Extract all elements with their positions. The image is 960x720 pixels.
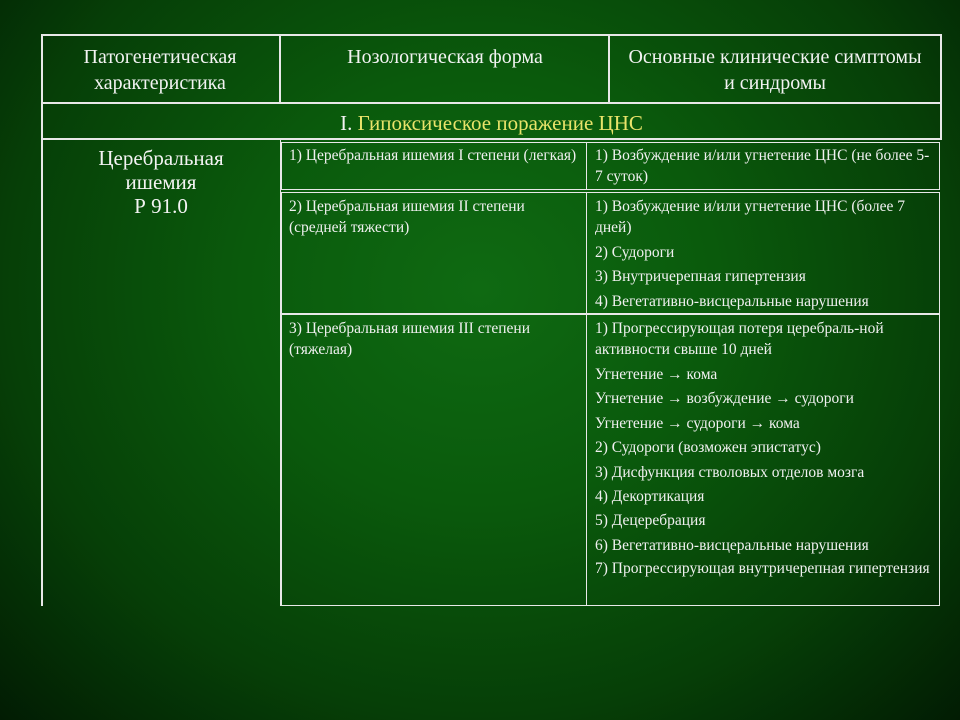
form-1: 1) Церебральная ишемия I степени (легкая) bbox=[289, 147, 577, 164]
symptom-item: 3) Внутричерепная гипертензия bbox=[595, 268, 806, 286]
symptom-item: 4) Вегетативно-висцеральные нарушения bbox=[595, 292, 869, 310]
symptom-item: Угнетение → судороги → кома bbox=[595, 414, 800, 432]
symptom-item: 2) Судороги bbox=[595, 244, 675, 261]
symptom-item: 1) Прогрессирующая потеря церебраль-ной активности свыше 10 дней bbox=[595, 320, 884, 358]
symptoms-2 bbox=[595, 196, 935, 314]
symptom-item: 1) Возбуждение и/или угнетение ЦНС (более 7 дней) bbox=[595, 198, 906, 236]
symptom-item: 4) Декортикация bbox=[595, 488, 705, 506]
section-number: I. bbox=[340, 111, 353, 135]
section-title-text: Гипоксическое поражение ЦНС bbox=[357, 111, 643, 135]
symptom-item: 2) Судороги (возможен эпистатус) bbox=[595, 439, 821, 457]
symptoms-1: 1) Возбуждение и/или угнетение ЦНС (не более 5-7 суток) bbox=[595, 147, 930, 185]
table-border-right-header bbox=[940, 34, 942, 140]
pathogenetic-text bbox=[43, 146, 279, 218]
header-divider bbox=[41, 102, 942, 104]
symptom-item: Угнетение → возбуждение → судороги bbox=[595, 390, 854, 408]
header-pathogenetic: Патогенетическая характеристика bbox=[83, 46, 237, 94]
header-clinical-symptoms: Основные клинические симптомы и синдромы bbox=[628, 46, 922, 94]
symptom-item: 7) Прогрессирующая внутричерепная гипертензия bbox=[595, 560, 930, 578]
symptom-item: Угнетение → кома bbox=[595, 366, 718, 383]
form-2: 2) Церебральная ишемия II степени (средней тяжести) bbox=[289, 198, 525, 236]
table-border-top bbox=[41, 34, 942, 36]
section-title bbox=[43, 110, 940, 136]
header-nosological-form: Нозологическая форма bbox=[347, 46, 543, 68]
symptom-item: 5) Децеребрация bbox=[595, 512, 706, 530]
col-divider-1-header bbox=[279, 34, 281, 103]
symptom-item: 6) Вегетативно-висцеральные нарушения bbox=[595, 536, 869, 554]
col-divider-2-header bbox=[608, 34, 610, 103]
symptoms-3 bbox=[595, 318, 935, 582]
form-3: 3) Церебральная ишемия III степени (тяжелая) bbox=[289, 320, 530, 358]
pathogenetic-code: Р 91.0 bbox=[134, 194, 188, 218]
pathogenetic-line-1: Церебральная bbox=[98, 146, 224, 170]
symptom-item: 3) Дисфункция стволовых отделов мозга bbox=[595, 463, 865, 481]
pathogenetic-line-2: ишемия bbox=[125, 170, 197, 194]
